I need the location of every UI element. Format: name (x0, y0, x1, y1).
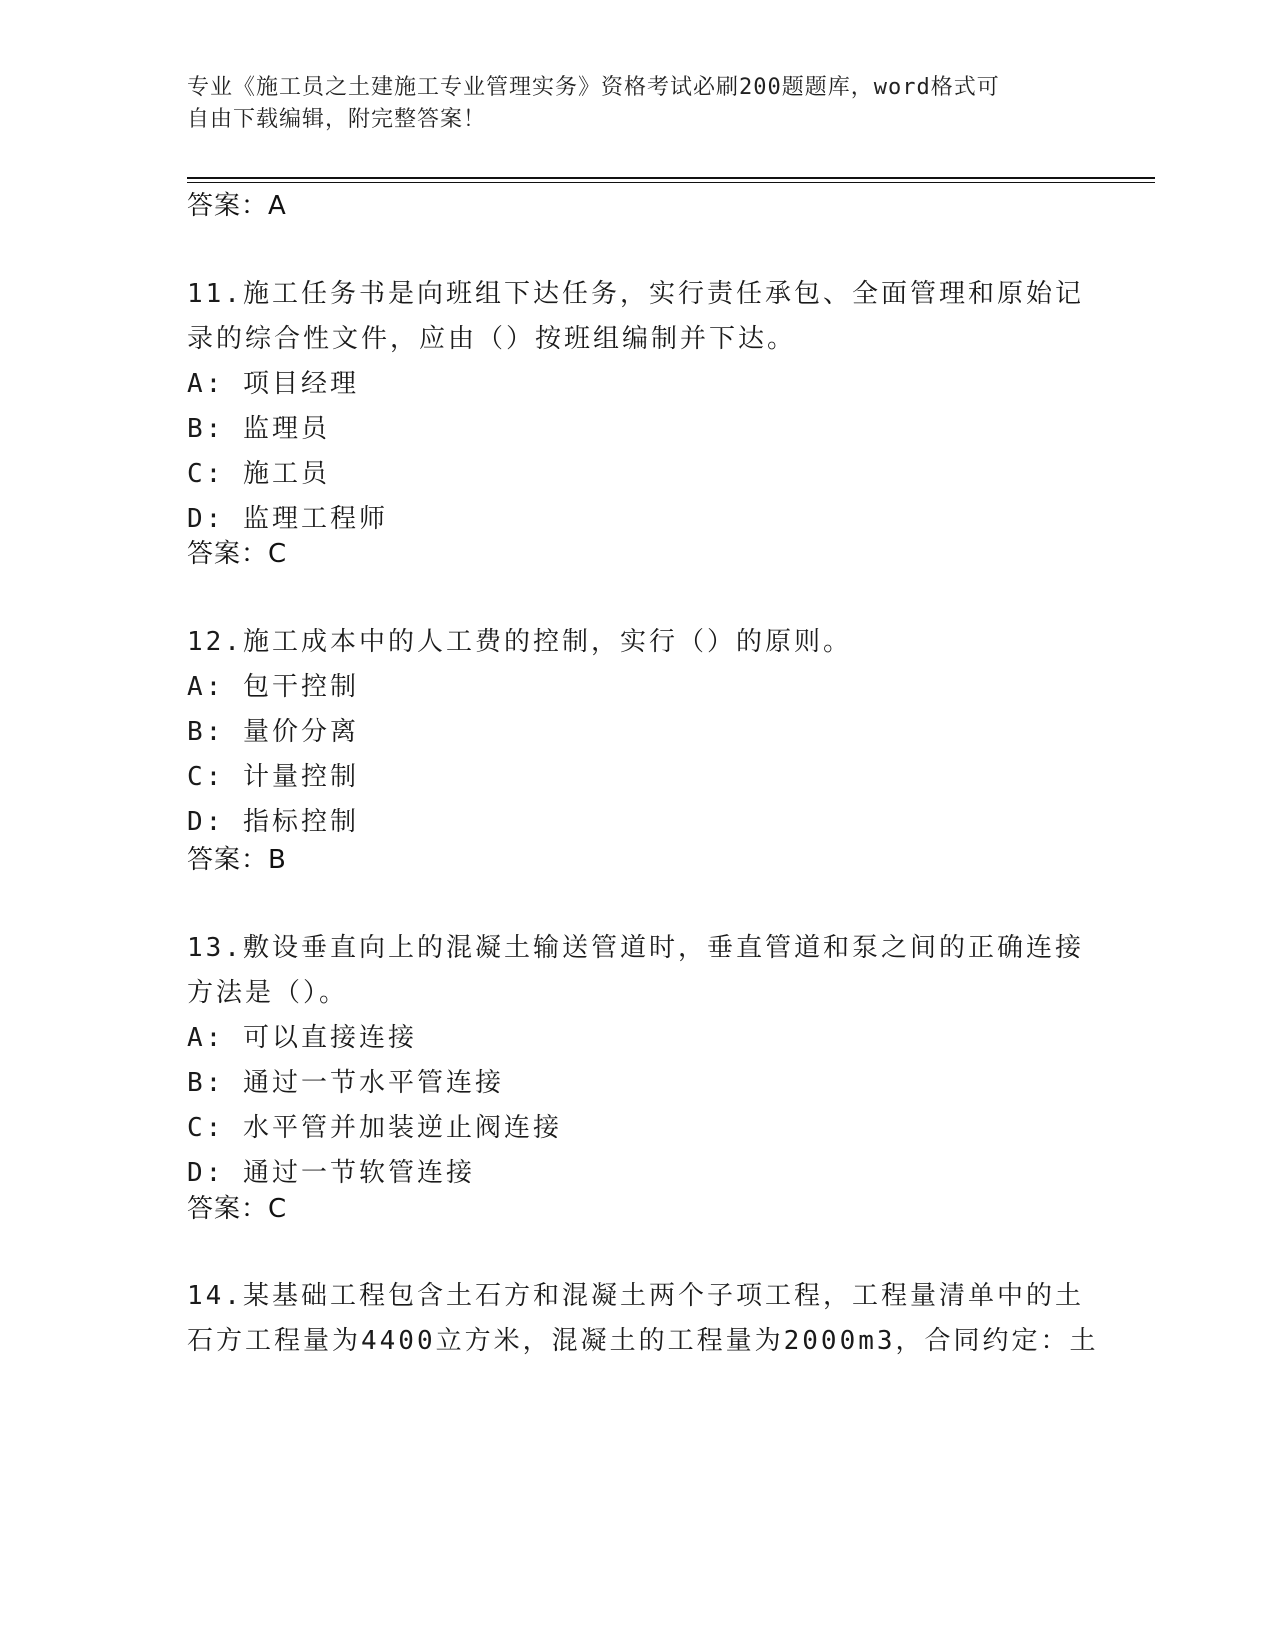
question-13-option-d: D: 通过一节软管连接 (187, 1158, 475, 1188)
document-header (187, 72, 1087, 136)
question-11-line-2: 录的综合性文件，应由（）按班组编制并下达。 (187, 324, 797, 354)
question-12-line-1: 12.施工成本中的人工费的控制，实行（）的原则。 (187, 627, 852, 657)
question-12 (187, 620, 1107, 845)
question-11-option-d: D: 监理工程师 (187, 504, 388, 534)
question-14-line-1: 14.某基础工程包含土石方和混凝土两个子项工程，工程量清单中的土 (187, 1281, 1084, 1311)
question-12-option-d: D: 指标控制 (187, 807, 359, 837)
question-13-option-c: C: 水平管并加装逆止阀连接 (187, 1113, 562, 1143)
question-13-line-1: 13.敷设垂直向上的混凝土输送管道时，垂直管道和泵之间的正确连接 (187, 933, 1084, 963)
question-13-line-2: 方法是（）。 (187, 978, 349, 1008)
question-11-option-a: A: 项目经理 (187, 369, 359, 399)
question-11-line-1: 11.施工任务书是向班组下达任务，实行责任承包、全面管理和原始记 (187, 279, 1084, 309)
answer-12: 答案：B (187, 845, 287, 875)
header-divider-thin (187, 182, 1155, 183)
answer-prev: 答案：A (187, 191, 287, 221)
question-13-option-b: B: 通过一节水平管连接 (187, 1068, 504, 1098)
question-11-option-b: B: 监理员 (187, 414, 330, 444)
question-11-option-c: C: 施工员 (187, 459, 330, 489)
question-13 (187, 926, 1107, 1196)
header-divider-thick (187, 177, 1155, 179)
header-line-1: 专业《施工员之土建施工专业管理实务》资格考试必刷200题题库，word格式可 (187, 75, 1000, 100)
question-13-option-a: A: 可以直接连接 (187, 1023, 417, 1053)
question-12-option-a: A: 包干控制 (187, 672, 359, 702)
question-14 (187, 1274, 1107, 1364)
question-14-line-2: 石方工程量为4400立方米，混凝土的工程量为2000m3，合同约定：土 (187, 1326, 1099, 1356)
answer-11: 答案：C (187, 539, 288, 569)
answer-13: 答案：C (187, 1194, 288, 1224)
question-12-option-b: B: 量价分离 (187, 717, 359, 747)
question-12-option-c: C: 计量控制 (187, 762, 359, 792)
header-line-2: 自由下载编辑，附完整答案！ (187, 107, 487, 132)
question-11 (187, 272, 1107, 542)
